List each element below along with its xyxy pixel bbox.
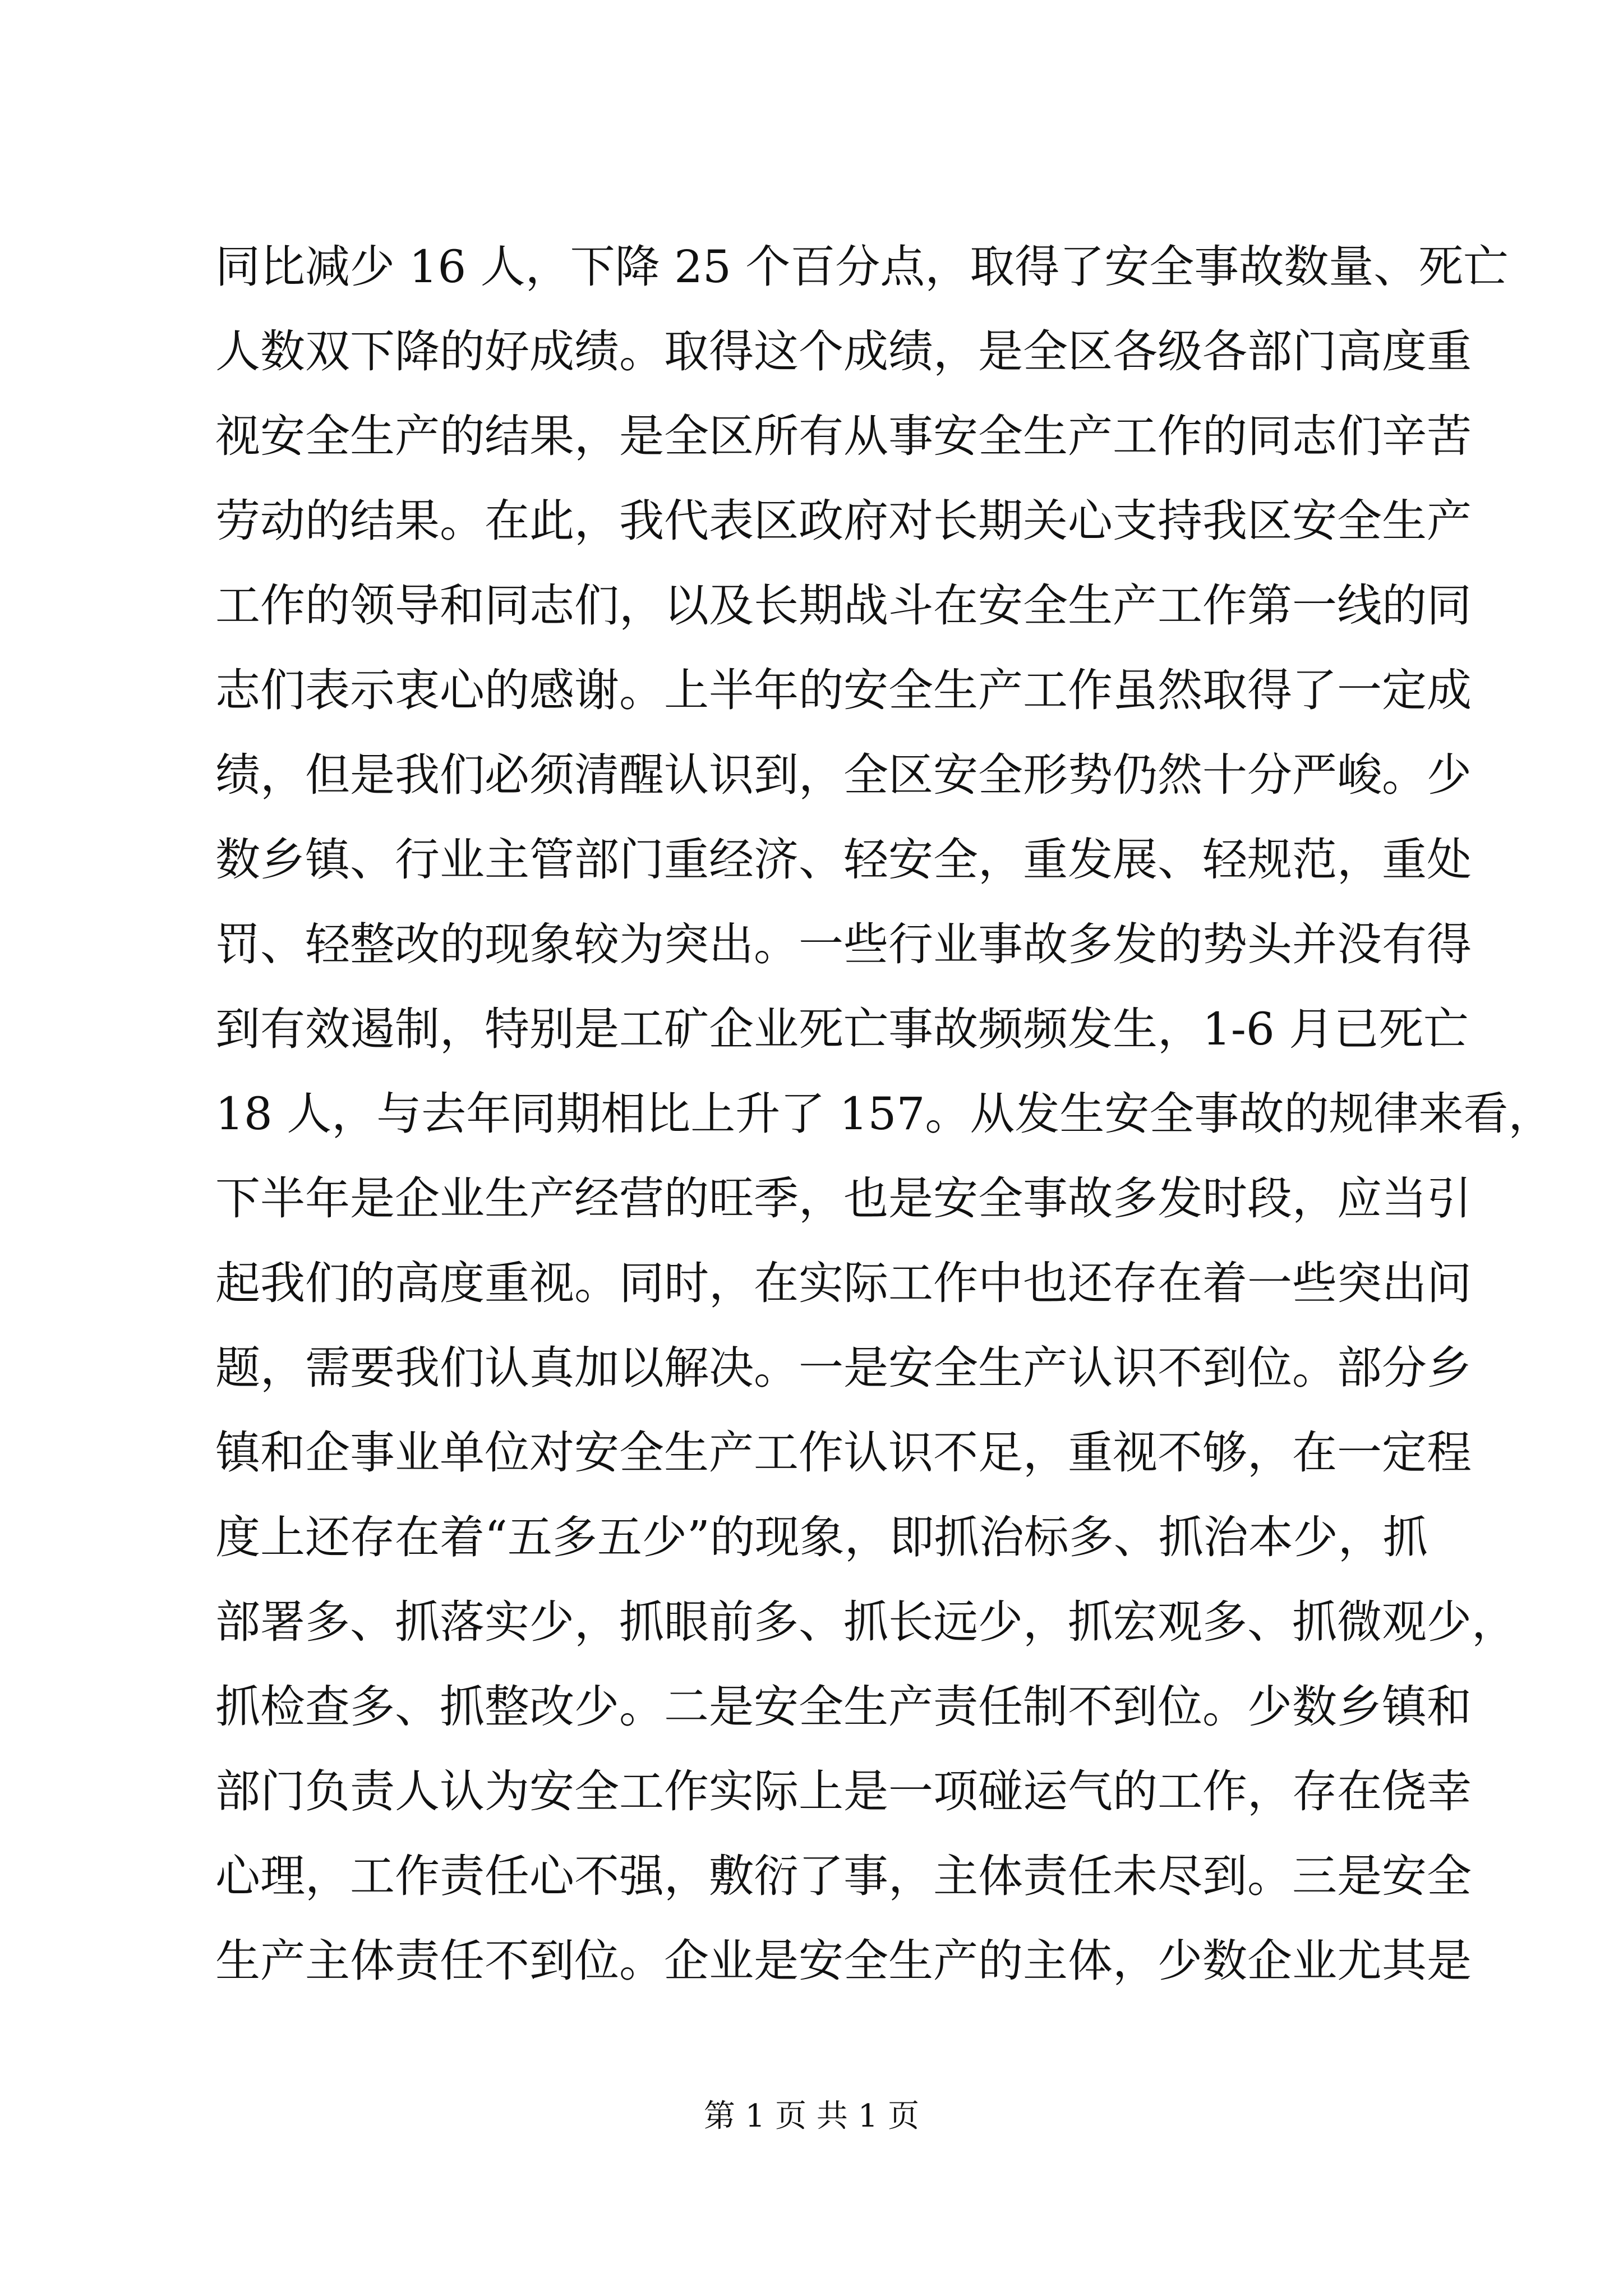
text-line: 到有效遏制，特别是工矿企业死亡事故频频发生，1-6 月已死亡 [215,1003,1469,1055]
text-line: 生产主体责任不到位。企业是安全生产的主体，少数企业尤其是 [215,1935,1472,1987]
text-line: 抓检查多、抓整改少。二是安全生产责任制不到位。少数乡镇和 [215,1681,1472,1733]
text-line: 起我们的高度重视。同时，在实际工作中也还存在着一些突出问 [215,1257,1472,1309]
text-line: 部署多、抓落实少，抓眼前多、抓长远少，抓宏观多、抓微观少， [215,1596,1516,1648]
body-paragraph [215,224,1553,2003]
text-line: 同比减少 16 人，下降 25 个百分点，取得了安全事故数量、死亡 [215,241,1509,293]
text-line: 度上还存在着“五多五少”的现象，即抓治标多、抓治本少，抓 [215,1511,1428,1563]
text-line: 工作的领导和同志们，以及长期战斗在安全生产工作第一线的同 [215,579,1472,632]
text-line: 视安全生产的结果，是全区所有从事安全生产工作的同志们辛苦 [215,410,1472,462]
text-line: 数乡镇、行业主管部门重经济、轻安全，重发展、轻规范，重处 [215,834,1472,886]
text-line: 部门负责人认为安全工作实际上是一项碰运气的工作，存在侥幸 [215,1765,1472,1818]
text-line: 下半年是企业生产经营的旺季，也是安全事故多发时段，应当引 [215,1172,1472,1225]
text-line: 镇和企事业单位对安全生产工作认识不足，重视不够，在一定程 [215,1427,1472,1479]
page-number-footer: 第 1 页 共 1 页 [703,2098,920,2134]
text-line: 人数双下降的好成绩。取得这个成绩，是全区各级各部门高度重 [215,325,1472,378]
text-line: 题，需要我们认真加以解决。一是安全生产认识不到位。部分乡 [215,1342,1472,1394]
text-line: 绩，但是我们必须清醒认识到，全区安全形势仍然十分严峻。少 [215,749,1472,801]
text-line: 志们表示衷心的感谢。上半年的安全生产工作虽然取得了一定成 [215,664,1472,716]
text-line: 18 人，与去年同期相比上升了 157。从发生安全事故的规律来看， [215,1088,1553,1140]
text-line: 劳动的结果。在此，我代表区政府对长期关心支持我区安全生产 [215,495,1472,547]
text-line: 心理，工作责任心不强，敷衍了事，主体责任未尽到。三是安全 [215,1850,1472,1902]
text-line: 罚、轻整改的现象较为突出。一些行业事故多发的势头并没有得 [215,918,1472,970]
